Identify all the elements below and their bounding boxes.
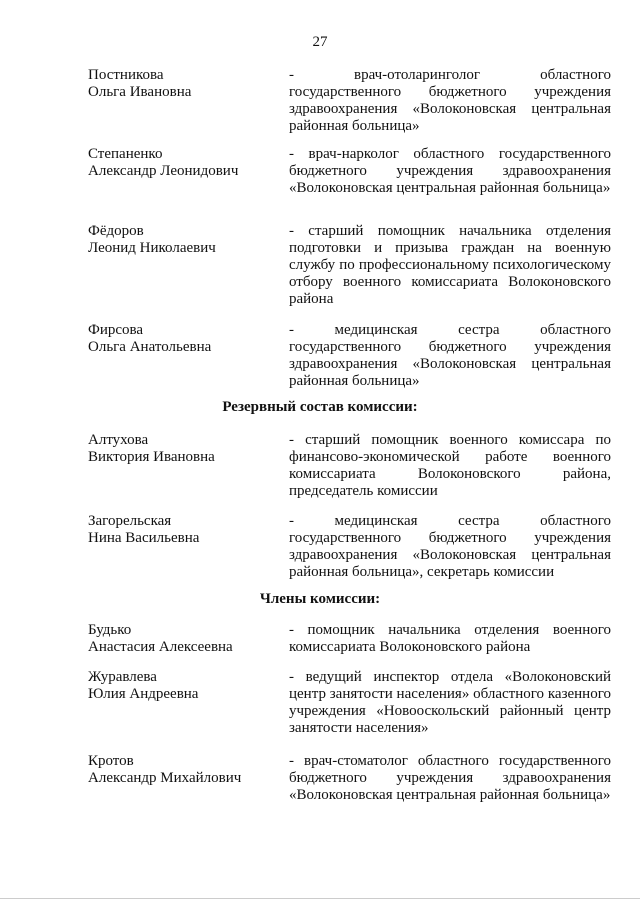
member-role: - ведущий инспектор отдела «Волоконовский центр занятости населения» областного казенного учреждения «Новооскольский районный центр занятости населения»: [289, 669, 611, 736]
member-surname: Загорельская: [88, 513, 172, 529]
member-given-name: Юлия Андреевна: [88, 686, 199, 702]
member-role: - помощник начальника отделения военного комиссариата Волоконовского района: [289, 622, 611, 655]
member-surname: Кротов: [88, 753, 134, 769]
member-role: - медицинская сестра областного государственного бюджетного учреждения здравоохранения «Волоконовская центральная районная больница», секретарь комиссии: [289, 513, 611, 580]
member-surname: Фирсова: [88, 322, 144, 338]
member-name: [88, 322, 278, 356]
member-given-name: Александр Леонидович: [88, 163, 239, 179]
member-given-name: Ольга Анатольевна: [88, 339, 212, 355]
member-given-name: Александр Михайлович: [88, 770, 242, 786]
member-surname: Степаненко: [88, 146, 163, 162]
member-surname: Фёдоров: [88, 223, 144, 239]
member-name: [88, 753, 278, 787]
member-given-name: Леонид Николаевич: [88, 240, 216, 256]
member-given-name: Виктория Ивановна: [88, 449, 215, 465]
member-surname: Журавлева: [88, 669, 157, 685]
reserve-heading: Резервный состав комиссии:: [222, 399, 418, 415]
member-role: - врач-нарколог областного государственного бюджетного учреждения здравоохранения «Волоконовская центральная районная больница»: [289, 146, 611, 196]
member-given-name: Ольга Ивановна: [88, 84, 192, 100]
page-number: 27: [312, 34, 328, 50]
member-role: - врач-отоларинголог областного государственного бюджетного учреждения здравоохранения «Волоконовская центральная районная больница»: [289, 67, 611, 134]
member-surname: Алтухова: [88, 432, 149, 448]
member-given-name: Анастасия Алексеевна: [88, 639, 233, 655]
member-role: - медицинская сестра областного государственного бюджетного учреждения здравоохранения «Волоконовская центральная районная больница»: [289, 322, 611, 389]
member-name: [88, 223, 278, 257]
member-role: - старший помощник начальника отделения подготовки и призыва граждан на военную службу по профессиональному психологическому отбору военного комиссариата Волоконовского района: [289, 223, 611, 307]
member-name: [88, 669, 278, 703]
members-heading: Члены комиссии:: [259, 591, 381, 607]
member-surname: Постникова: [88, 67, 164, 83]
page-edge-divider: [0, 898, 640, 899]
member-name: [88, 432, 278, 466]
member-role: - старший помощник военного комиссара по финансово-экономической работе военного комиссариата Волоконовского района, председатель комиссии: [289, 432, 611, 499]
member-given-name: Нина Васильевна: [88, 530, 200, 546]
member-name: [88, 622, 278, 656]
member-surname: Будько: [88, 622, 132, 638]
member-name: [88, 513, 278, 547]
member-name: [88, 146, 278, 180]
member-name: [88, 67, 278, 101]
member-role: - врач-стоматолог областного государственного бюджетного учреждения здравоохранения «Волоконовская центральная районная больница»: [289, 753, 611, 803]
